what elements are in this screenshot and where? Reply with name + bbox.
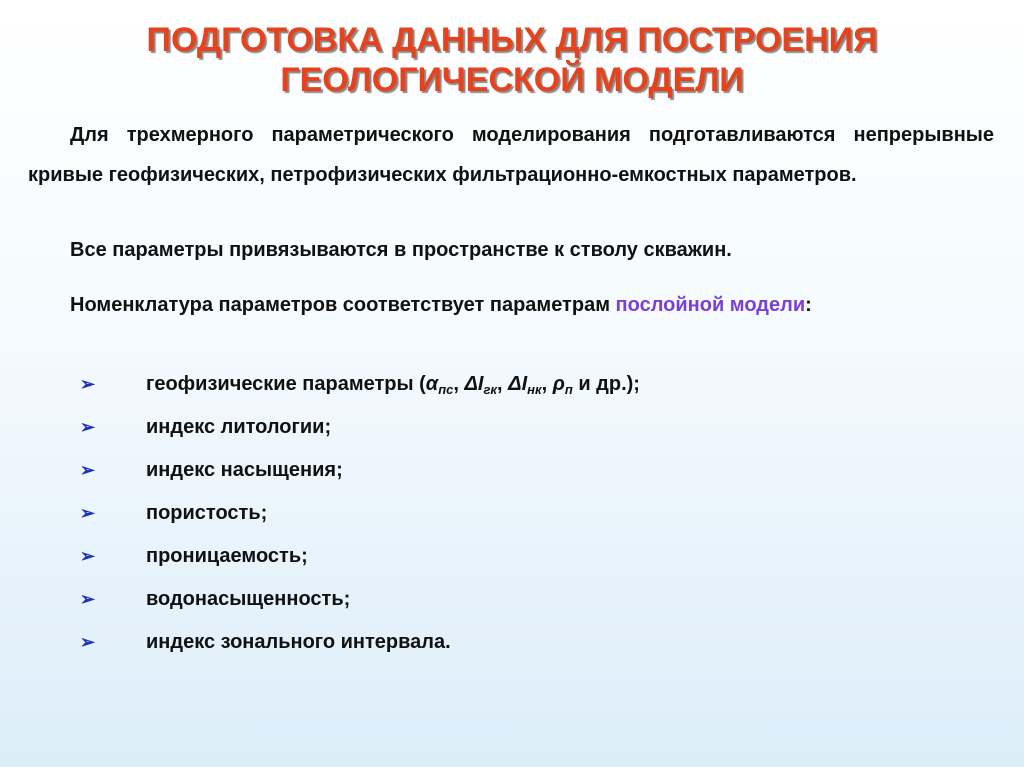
arrow-bullet-icon: ➢: [80, 503, 96, 523]
list-item-lithology-index: [80, 413, 640, 456]
parameter-list: [80, 370, 640, 671]
separator: ,: [541, 373, 553, 395]
separator: ,: [497, 373, 509, 395]
paragraph-nomenclature: [28, 285, 994, 325]
list-item-text: индекс насыщения;: [146, 459, 343, 481]
rho-subscript: п: [564, 382, 573, 397]
list-item-water-saturation: [80, 585, 640, 628]
rho-symbol: ρ: [552, 373, 565, 395]
list-item-text: индекс литологии;: [146, 416, 332, 438]
arrow-bullet-icon: ➢: [80, 632, 96, 652]
list-item-porosity: [80, 499, 640, 542]
list-item-saturation-index: [80, 456, 640, 499]
arrow-bullet-icon: ➢: [80, 460, 96, 480]
delta-i-subscript-nk: нк: [527, 382, 542, 397]
list-item-text: проницаемость;: [146, 545, 308, 567]
list-item-text: индекс зонального интервала.: [146, 631, 451, 653]
list-item-text: водонасыщенность;: [146, 588, 351, 610]
slide-title-line-2: ГЕОЛОГИЧЕСКОЙ МОДЕЛИ: [280, 61, 744, 99]
slide-title: [0, 20, 1024, 100]
paragraph-modeling-curves: Для трехмерного параметрического моделирования подготавливаются непрерывные кривые геофизических, петрофизических фильтрационно-емкостных параметров.: [28, 124, 994, 186]
paragraph-well-binding: Все параметры привязываются в пространстве к стволу скважин.: [70, 239, 732, 261]
list-item-geophysical: [80, 370, 640, 413]
nomenclature-lead-text: Номенклатура параметров соответствует параметрам: [70, 294, 616, 316]
layered-model-term: послойной модели: [615, 294, 806, 316]
arrow-bullet-icon: ➢: [80, 589, 96, 609]
list-item-zonal-interval-index: [80, 628, 640, 671]
nomenclature-colon: :: [805, 294, 812, 316]
delta-i-symbol: ΔI: [508, 373, 528, 395]
list-item-permeability: [80, 542, 640, 585]
arrow-bullet-icon: ➢: [80, 546, 96, 566]
alpha-symbol: α: [425, 373, 439, 395]
delta-i-symbol: ΔI: [464, 373, 484, 395]
separator: ,: [453, 373, 465, 395]
slide-title-line-1: ПОДГОТОВКА ДАННЫХ ДЛЯ ПОСТРОЕНИЯ: [146, 21, 878, 59]
geophysical-text-start: геофизические параметры (: [146, 373, 426, 395]
list-item-text: пористость;: [146, 502, 268, 524]
arrow-bullet-icon: ➢: [80, 417, 96, 437]
alpha-subscript: пс: [438, 382, 454, 397]
geophysical-text-end: и др.);: [572, 373, 640, 395]
list-item-text: [146, 370, 640, 404]
arrow-bullet-icon: ➢: [80, 374, 96, 394]
delta-i-subscript-gk: гк: [483, 382, 498, 397]
